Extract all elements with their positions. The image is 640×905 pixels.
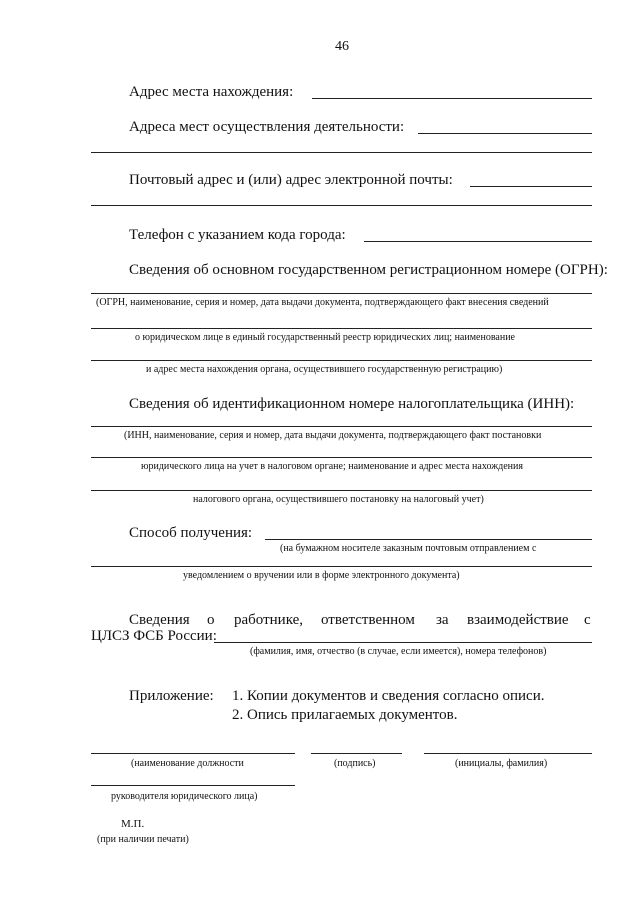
postal-email-line[interactable] <box>470 186 592 187</box>
signature-line[interactable] <box>311 753 402 754</box>
ogrn-line-3[interactable] <box>91 360 592 361</box>
phone-line[interactable] <box>364 241 592 242</box>
appendix-item-1: 1. Копии документов и сведения согласно описи. <box>232 688 545 704</box>
inn-note-2: юридического лица на учет в налоговом органе; наименование и адрес места нахождения <box>141 461 523 472</box>
activity-addresses-label: Адреса мест осуществления деятельности: <box>129 119 405 135</box>
stamp-label: М.П. <box>121 818 145 830</box>
employee-word-3: работнике, <box>234 612 304 628</box>
employee-word-7: с <box>584 612 591 628</box>
inn-line-3[interactable] <box>91 490 592 491</box>
signature-note: (подпись) <box>334 758 376 769</box>
method-label: Способ получения: <box>129 525 253 541</box>
employee-word-5: за <box>436 612 449 628</box>
employee-word-1: Сведения <box>129 612 190 628</box>
activity-addresses-line[interactable] <box>418 133 592 134</box>
method-note-1: (на бумажном носителе заказным почтовым отправлением с <box>280 543 537 554</box>
phone-label: Телефон с указанием кода города: <box>129 227 346 243</box>
location-address-line[interactable] <box>312 98 592 99</box>
inn-note-3: налогового органа, осуществившего постановку на налоговый учет) <box>193 494 484 505</box>
employee-word-4: ответственном <box>321 612 415 628</box>
employee-word-6: взаимодействие <box>467 612 569 628</box>
ogrn-note-2: о юридическом лице в единый государственный реестр юридических лиц; наименование <box>135 332 515 343</box>
inn-note-1: (ИНН, наименование, серия и номер, дата выдачи документа, подтверждающего факт постановки <box>124 430 542 441</box>
ogrn-line-2[interactable] <box>91 328 592 329</box>
employee-line2-label: ЦЛСЗ ФСБ России: <box>91 628 217 644</box>
location-address-label: Адрес места нахождения: <box>129 84 294 100</box>
postal-email-line-2[interactable] <box>91 205 592 206</box>
position-line[interactable] <box>91 753 295 754</box>
head-line[interactable] <box>91 785 295 786</box>
head-note: руководителя юридического лица) <box>111 791 258 802</box>
ogrn-heading: Сведения об основном государственном регистрационном номере (ОГРН): <box>129 262 608 278</box>
method-line[interactable] <box>265 539 592 540</box>
method-note-2: уведомлением о вручении или в форме электронного документа) <box>183 570 460 581</box>
stamp-note: (при наличии печати) <box>97 834 189 845</box>
employee-note: (фамилия, имя, отчество (в случае, если имеется), номера телефонов) <box>250 646 547 657</box>
page-number: 46 <box>335 39 349 54</box>
employee-word-2: о <box>207 612 215 628</box>
position-note: (наименование должности <box>131 758 244 769</box>
inn-line-2[interactable] <box>91 457 592 458</box>
activity-addresses-line-2[interactable] <box>91 152 592 153</box>
ogrn-note-3: и адрес места нахождения органа, осуществившего государственную регистрацию) <box>146 364 503 375</box>
initials-note: (инициалы, фамилия) <box>455 758 548 769</box>
initials-line[interactable] <box>424 753 592 754</box>
appendix-item-2: 2. Опись прилагаемых документов. <box>232 707 458 723</box>
inn-line-1[interactable] <box>91 426 592 427</box>
ogrn-note-1: (ОГРН, наименование, серия и номер, дата выдачи документа, подтверждающего факт внесения сведений <box>96 297 549 308</box>
postal-email-label: Почтовый адрес и (или) адрес электронной почты: <box>129 172 453 188</box>
ogrn-line-1[interactable] <box>91 293 592 294</box>
method-line-2[interactable] <box>91 566 592 567</box>
inn-heading: Сведения об идентификационном номере налогоплательщика (ИНН): <box>129 396 575 412</box>
appendix-label: Приложение: <box>129 688 214 704</box>
employee-line[interactable] <box>214 642 592 643</box>
